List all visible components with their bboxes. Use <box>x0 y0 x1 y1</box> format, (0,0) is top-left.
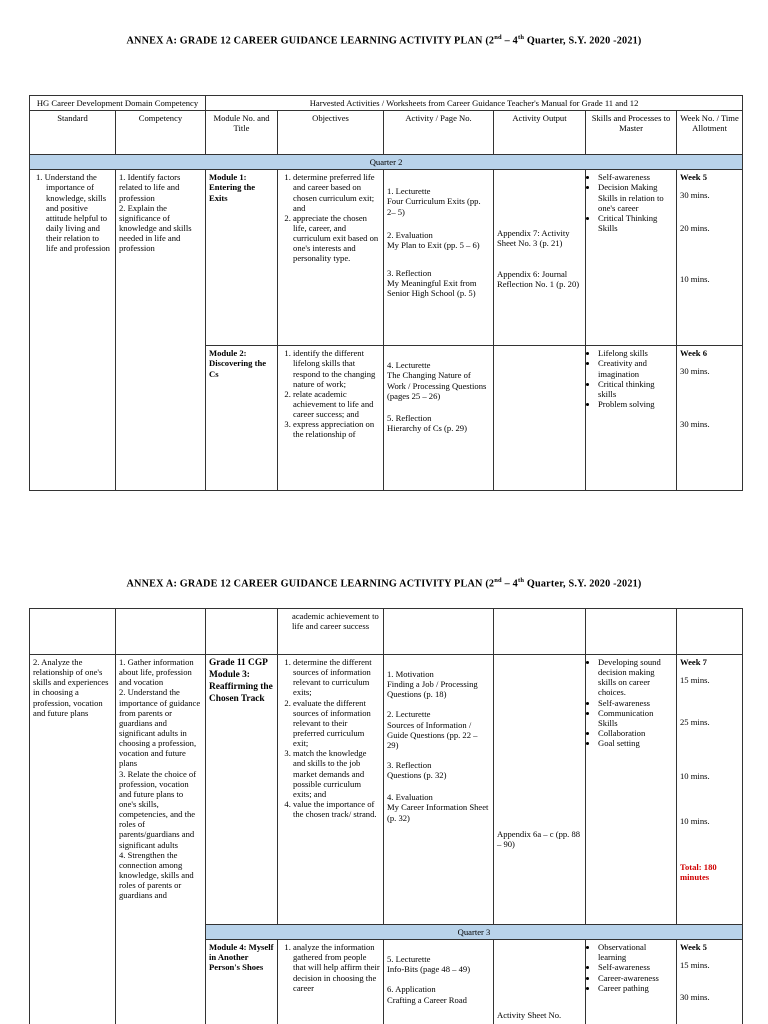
activity-cell: 1. Motivation Finding a Job / Processing Questions (p. 18) 2. Lecturette Sources of Information / Guide Questions (pp. 22 – 29) 3. Reflection Questions (p. 32) 4. Evaluation My Career Information Sheet (p. 32) <box>384 655 494 925</box>
table-row <box>30 170 743 346</box>
skills-cell: • Self-awareness • Decision Making Skills in relation to one's career • Critical Thinking Skills <box>586 170 677 346</box>
week-cell: Week 7 15 mins. 25 mins. 10 mins. 10 mins. Total: 180 minutes <box>677 655 743 925</box>
col-standard: Standard <box>30 111 116 155</box>
col-module: Module No. and Title <box>206 111 278 155</box>
header-domain: HG Career Development Domain Competency <box>30 96 206 111</box>
header-row-columns <box>30 111 743 155</box>
week-cell: Week 5 15 mins. 30 mins. <box>677 940 743 1024</box>
col-week: Week No. / Time Allotment <box>677 111 743 155</box>
col-competency: Competency <box>116 111 206 155</box>
module-cell: Module 4: Myself in Another Person's Shoes <box>206 940 278 1024</box>
col-skills: Skills and Processes to Master <box>586 111 677 155</box>
continued-row <box>30 609 743 655</box>
week-cell: Week 6 30 mins. 30 mins. <box>677 346 743 491</box>
table-row <box>30 655 743 925</box>
output-cell: Appendix 7: Activity Sheet No. 3 (p. 21) Appendix 6: Journal Reflection No. 1 (p. 20) <box>494 170 586 346</box>
competency-cell: 1. Identify factors related to life and profession 2. Explain the significance of knowledge and skills needed in life and profession <box>116 170 206 491</box>
activity-plan-table-1 <box>29 95 743 491</box>
col-activity: Activity / Page No. <box>384 111 494 155</box>
module-cell: Module 1: Entering the Exits <box>206 170 278 346</box>
total-minutes: Total: 180 minutes <box>680 861 717 882</box>
skills-cell: • Developing sound decision making skills on career choices. • Self-awareness • Communication Skills • Collaboration • Goal setting <box>586 655 677 925</box>
activity-cell: 4. Lecturette The Changing Nature of Work / Processing Questions (pages 25 – 26) 5. Reflection Hierarchy of Cs (p. 29) <box>384 346 494 491</box>
objectives-cell: 1. analyze the information gathered from people that will help affirm their decision in choosing the career <box>278 940 384 1024</box>
col-output: Activity Output <box>494 111 586 155</box>
output-cell: Activity Sheet No. <box>494 940 586 1024</box>
activity-plan-table-2 <box>29 608 743 1024</box>
objectives-continued-cell: academic achievement to life and career success <box>278 609 384 655</box>
header-row-top <box>30 96 743 111</box>
output-cell <box>494 346 586 491</box>
page1-title: ANNEX A: GRADE 12 CAREER GUIDANCE LEARNING ACTIVITY PLAN (2nd – 4th Quarter, S.Y. 2020 -2021) <box>126 34 642 47</box>
objectives-cell: 1. identify the different lifelong skills that respond to the changing nature of work; 2. relate academic achievement to life and career success; and 3. express appreciation on the relationship of <box>278 346 384 491</box>
quarter-row <box>30 155 743 170</box>
week-cell: Week 5 30 mins. 20 mins. 10 mins. <box>677 170 743 346</box>
module-cell: Module 2: Discovering the Cs <box>206 346 278 491</box>
page2-title: ANNEX A: GRADE 12 CAREER GUIDANCE LEARNING ACTIVITY PLAN (2nd – 4th Quarter, S.Y. 2020 -2021) <box>126 577 642 590</box>
quarter-label: Quarter 3 <box>206 925 743 940</box>
standard-cell: 1. Understand the importance of knowledge, skills and positive attitude helpful to daily living and their relation to life and profession <box>30 170 116 491</box>
quarter-label: Quarter 2 <box>30 155 743 170</box>
activity-cell: 1. Lecturette Four Curriculum Exits (pp. 2– 5) 2. Evaluation My Plan to Exit (pp. 5 – 6) 3. Reflection My Meaningful Exit from Senior High School (p. 5) <box>384 170 494 346</box>
activity-cell: 5. Lecturette Info-Bits (page 48 – 49) 6. Application Crafting a Career Road <box>384 940 494 1024</box>
objectives-cell: 1. determine preferred life and career based on chosen curriculum exit; and 2. appreciate the chosen life, career, and curriculum exit based on one's interests and personality type. <box>278 170 384 346</box>
competency-cell: 1. Gather information about life, profession and vocation 2. Understand the importance of guidance from parents or guardians and significant adults in choosing a profession, vocation and future plans 3. Relate the choice of profession, vocation and future plans to one's skills, competencies, and the roles of parents/guardians and significant adults 4. Strengthen the connection among knowledge, skills and roles of parents or guardians and <box>116 655 206 1024</box>
module-cell: Grade 11 CGP Module 3: Reaffirming the Chosen Track <box>206 655 278 925</box>
skills-cell: • Observational learning • Self-awareness • Career-awareness • Career pathing <box>586 940 677 1024</box>
output-cell: Appendix 6a – c (pp. 88 – 90) <box>494 655 586 925</box>
standard-cell: 2. Analyze the relationship of one's skills and experiences in choosing a profession, vocation and future plans <box>30 655 116 1024</box>
skills-cell: • Lifelong skills • Creativity and imagination • Critical thinking skills • Problem solving <box>586 346 677 491</box>
header-harvest: Harvested Activities / Worksheets from Career Guidance Teacher's Manual for Grade 11 and 12 <box>206 96 743 111</box>
col-objectives: Objectives <box>278 111 384 155</box>
objectives-cell: 1. determine the different sources of information relevant to curriculum exits; 2. evaluate the different sources of information relevant to their preferred curriculum exit; 3. match the knowledge and skills to the job market demands and possible curriculum exits; and 4. value the importance of the chosen track/ strand. <box>278 655 384 925</box>
